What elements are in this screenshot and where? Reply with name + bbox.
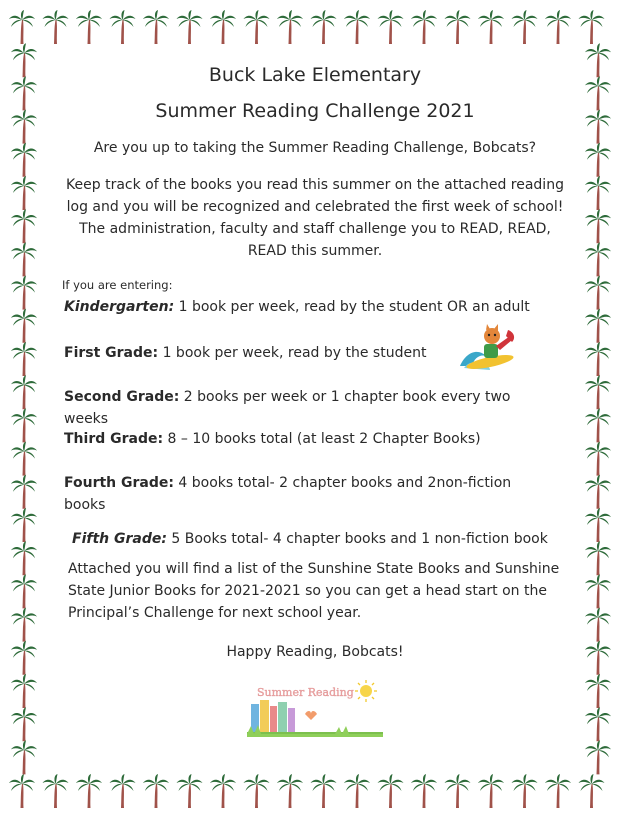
palm-tree-icon: [585, 541, 611, 575]
palm-tree-icon: [585, 76, 611, 110]
palm-tree-icon: [585, 674, 611, 708]
grade-label: Second Grade:: [64, 389, 180, 405]
palm-tree-icon: [143, 774, 169, 808]
palm-tree-icon: [11, 242, 37, 276]
palm-tree-icon: [545, 10, 571, 44]
palm-tree-icon: [277, 774, 303, 808]
palm-tree-icon: [585, 707, 611, 741]
palm-tree-icon: [11, 76, 37, 110]
grade-third: [64, 428, 544, 450]
palm-tree-icon: [411, 10, 437, 44]
palm-tree-icon: [210, 10, 236, 44]
palm-tree-icon: [585, 641, 611, 675]
palm-tree-icon: [110, 10, 136, 44]
palm-tree-icon: [244, 10, 270, 44]
palm-tree-icon: [11, 276, 37, 310]
palm-tree-icon: [585, 375, 611, 409]
palm-tree-icon: [585, 508, 611, 542]
palm-tree-icon: [344, 774, 370, 808]
palm-tree-icon: [585, 475, 611, 509]
palm-tree-icon: [445, 10, 471, 44]
palm-tree-icon: [11, 442, 37, 476]
attached-paragraph: Attached you will find a list of the Sunshine State Books and Sunshine State Junior Books for 2021-2021 so you can get a head start on the Principal’s Challenge for next school year.: [68, 561, 560, 621]
grade-requirement: 5 Books total- 4 chapter books and 1 non-fiction book: [166, 531, 548, 547]
grade-kindergarten: [64, 296, 544, 318]
school-title: Buck Lake Elementary: [208, 64, 422, 86]
palm-tree-icon: [585, 574, 611, 608]
palm-tree-icon: [177, 10, 203, 44]
palm-tree-icon: [585, 110, 611, 144]
challenge-title: Summer Reading Challenge 2021: [155, 100, 475, 122]
palm-tree-icon: [11, 674, 37, 708]
palm-tree-icon: [585, 309, 611, 343]
grade-label: Fifth Grade:: [72, 531, 167, 547]
palm-tree-icon: [11, 375, 37, 409]
grade-requirement: 1 book per week, read by the student: [158, 345, 427, 361]
sun-icon: [355, 680, 377, 702]
palm-tree-icon: [585, 242, 611, 276]
palm-tree-icon: [585, 209, 611, 243]
palm-tree-icon: [11, 574, 37, 608]
palm-tree-icon: [210, 774, 236, 808]
palm-tree-icon: [76, 10, 102, 44]
palm-tree-icon: [11, 342, 37, 376]
grade-requirement: 1 book per week, read by the student OR an adult: [174, 299, 530, 315]
palm-tree-icon: [585, 740, 611, 774]
palm-tree-icon: [585, 143, 611, 177]
palm-tree-icon: [9, 774, 35, 808]
intro-question: Are you up to taking the Summer Reading Challenge, Bobcats?: [93, 140, 537, 156]
palm-tree-icon: [512, 10, 538, 44]
palm-tree-icon: [478, 774, 504, 808]
palm-tree-icon: [11, 475, 37, 509]
palm-tree-icon: [478, 10, 504, 44]
palm-tree-icon: [110, 774, 136, 808]
intro-paragraph: Keep track of the books you read this summer on the attached reading log and you will be recognized and celebrated the first week of school! The administration, faculty and staff challenge you to READ, READ, READ this summer.: [66, 177, 564, 259]
palm-tree-icon: [11, 209, 37, 243]
palm-tree-icon: [11, 608, 37, 642]
svg-text:Summer Reading: Summer Reading: [257, 686, 354, 699]
palm-tree-icon: [76, 774, 102, 808]
palm-tree-icon: [43, 10, 69, 44]
palm-tree-icon: [378, 10, 404, 44]
palm-tree-icon: [585, 43, 611, 77]
palm-tree-icon: [11, 43, 37, 77]
palm-tree-icon: [585, 176, 611, 210]
surfing-cat-icon: [456, 322, 520, 376]
palm-tree-icon: [11, 143, 37, 177]
palm-tree-icon: [277, 10, 303, 44]
palm-tree-icon: [177, 774, 203, 808]
palm-tree-icon: [11, 408, 37, 442]
palm-tree-icon: [378, 774, 404, 808]
palm-tree-icon: [311, 774, 337, 808]
palm-tree-icon: [244, 774, 270, 808]
palm-tree-icon: [11, 508, 37, 542]
grade-label: Fourth Grade:: [64, 475, 174, 491]
palm-tree-icon: [512, 774, 538, 808]
palm-tree-icon: [11, 541, 37, 575]
palm-tree-icon: [9, 10, 35, 44]
palm-tree-icon: [585, 342, 611, 376]
palm-tree-icon: [11, 176, 37, 210]
palm-tree-icon: [11, 110, 37, 144]
palm-tree-icon: [445, 774, 471, 808]
palm-tree-icon: [11, 641, 37, 675]
summer-reading-logo: [245, 678, 385, 748]
grade-label: First Grade:: [64, 345, 159, 361]
palm-tree-icon: [545, 774, 571, 808]
palm-tree-icon: [585, 608, 611, 642]
grade-second: [64, 386, 554, 430]
palm-tree-icon: [43, 774, 69, 808]
palm-tree-icon: [579, 774, 605, 808]
palm-tree-icon: [11, 309, 37, 343]
grade-label: Third Grade:: [64, 431, 164, 447]
grade-fifth: [72, 528, 552, 550]
palm-tree-icon: [11, 740, 37, 774]
palm-tree-icon: [579, 10, 605, 44]
closing-line: Happy Reading, Bobcats!: [226, 644, 404, 660]
books-icon: [245, 678, 385, 744]
grade-requirement: 8 – 10 books total (at least 2 Chapter Books): [163, 431, 481, 447]
palm-tree-icon: [11, 707, 37, 741]
grade-requirement: 2 books per week or 1 chapter book every two weeks: [64, 389, 511, 427]
grade-requirement: 4 books total- 2 chapter books and 2non-fiction books: [64, 475, 512, 513]
palm-tree-icon: [585, 408, 611, 442]
palm-tree-icon: [585, 276, 611, 310]
grade-label: Kindergarten:: [64, 299, 175, 315]
palm-tree-icon: [585, 442, 611, 476]
palm-tree-icon: [344, 10, 370, 44]
palm-tree-icon: [411, 774, 437, 808]
grade-fourth: [64, 472, 534, 516]
palm-tree-icon: [311, 10, 337, 44]
entering-label: If you are entering:: [62, 278, 173, 292]
palm-tree-icon: [143, 10, 169, 44]
